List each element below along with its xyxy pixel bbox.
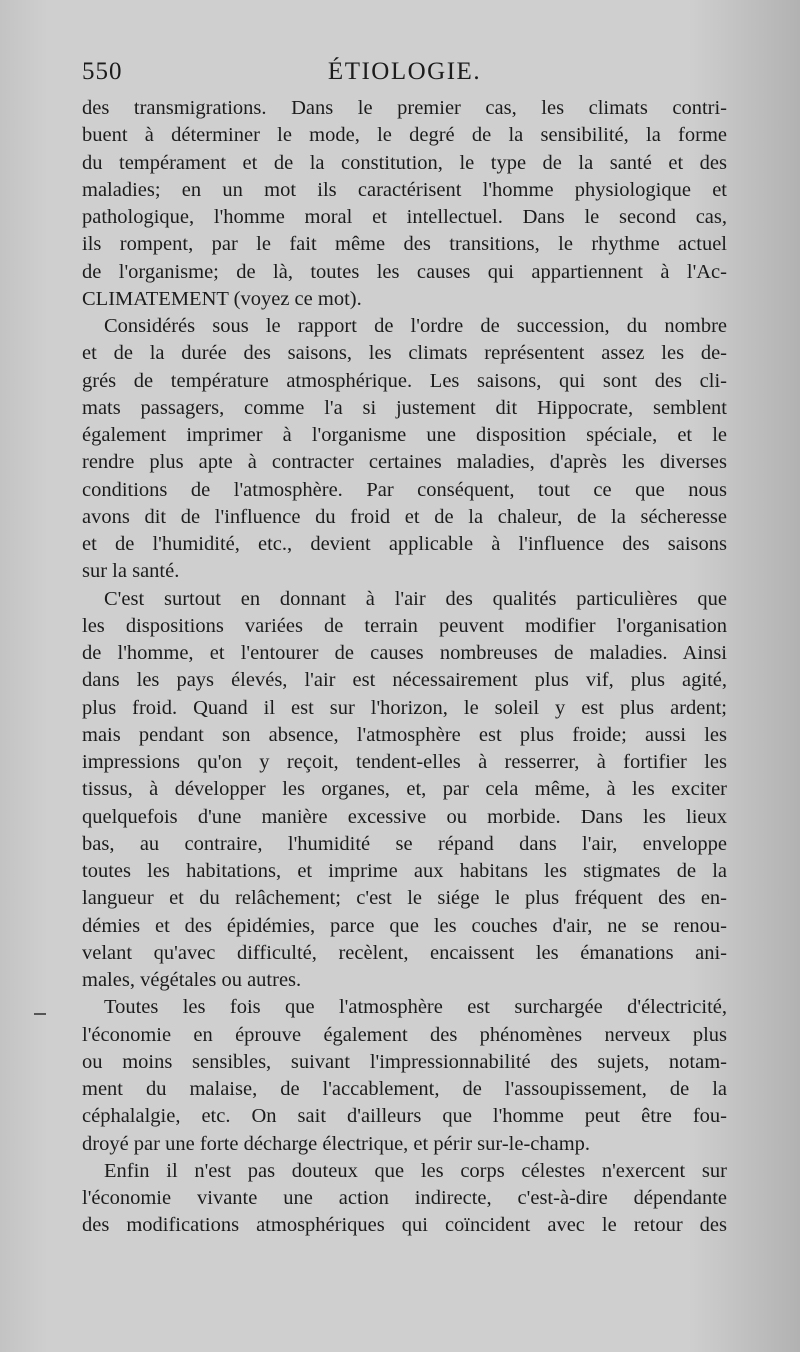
text-line: rendre plus apte à contracter certaines maladies, d'après les diverses: [82, 451, 727, 474]
text-line: mats passagers, comme l'a si justement dit Hippocrate, semblent: [82, 396, 727, 419]
paragraph-4: [82, 994, 727, 1158]
text-line: pathologique, l'homme moral et intellectuel. Dans le second cas,: [82, 206, 727, 228]
text-line: du tempérament et de la constitution, le type de la santé et des: [82, 151, 727, 174]
text-line: des modifications atmosphériques qui coïncident avec le retour des: [82, 1214, 727, 1237]
text-line: ils rompent, par le fait même des transitions, le rhythme actuel: [82, 233, 727, 256]
text-line: buent à déterminer le mode, le degré de la sensibilité, la forme: [82, 124, 727, 147]
paragraph-2: [82, 313, 727, 586]
text-line: mais pendant son absence, l'atmosphère est plus froide; aussi les: [82, 723, 727, 746]
text-line: quelquefois d'une manière excessive ou morbide. Dans les lieux: [82, 805, 727, 828]
text-line: également imprimer à l'organisme une disposition spéciale, et le: [82, 424, 727, 446]
paragraph-3: [82, 586, 727, 995]
text-line: sur la santé.: [82, 560, 180, 583]
text-line: droyé par une forte décharge électrique, et périr sur-le-champ.: [82, 1132, 591, 1155]
text-line: plus froid. Quand il est sur l'horizon, le soleil y est plus ardent;: [82, 696, 727, 719]
text-line: grés de température atmosphérique. Les saisons, qui sont des cli-: [82, 369, 727, 392]
page-number: 550: [82, 58, 123, 85]
text-line: CLIMATEMENT (voyez ce mot).: [82, 287, 362, 310]
text-line: langueur et du relâchement; c'est le siége le plus fréquent des en-: [82, 887, 727, 910]
text-line: avons dit de l'influence du froid et de la chaleur, de la sécheresse: [82, 505, 727, 528]
text-line: l'économie en éprouve également des phénomènes nerveux plus: [82, 1023, 727, 1046]
text-line: Considérés sous le rapport de l'ordre de succession, du nombre: [104, 315, 727, 337]
paragraph-5: [82, 1158, 727, 1240]
text-line: les dispositions variées de terrain peuvent modifier l'organisation: [82, 614, 727, 637]
margin-mark: [34, 1013, 46, 1015]
text-line: et de la durée des saisons, les climats représentent assez les de-: [82, 342, 727, 365]
text-line: des transmigrations. Dans le premier cas, les climats contri-: [82, 97, 727, 119]
text-line: ment du malaise, de l'accablement, de l'assoupissement, de la: [82, 1078, 727, 1100]
text-line: Enfin il n'est pas douteux que les corps célestes n'exercent sur: [104, 1159, 727, 1182]
text-line: tissus, à développer les organes, et, par cela même, à les exciter: [82, 778, 727, 801]
running-title: ÉTIOLOGIE.: [327, 58, 482, 85]
text-line: de l'homme, et l'entourer de causes nombreuses de maladies. Ainsi: [82, 642, 727, 664]
text-line: impressions qu'on y reçoit, tendent-elles à resserrer, à fortifier les: [82, 751, 727, 773]
body-text: [82, 95, 727, 1240]
text-line: conditions de l'atmosphère. Par conséquent, tout ce que nous: [82, 478, 727, 501]
text-line: C'est surtout en donnant à l'air des qualités particulières que: [104, 587, 727, 610]
text-line: céphalalgie, etc. On sait d'ailleurs que l'homme peut être fou-: [82, 1105, 727, 1128]
text-line: démies et des épidémies, parce que les couches d'air, ne se renou-: [82, 914, 727, 937]
paragraph-1: [82, 95, 727, 313]
text-line: Toutes les fois que l'atmosphère est surchargée d'électricité,: [104, 996, 727, 1019]
text-line: de l'organisme; de là, toutes les causes qui appartiennent à l'Ac-: [82, 260, 727, 283]
text-line: ou moins sensibles, suivant l'impressionnabilité des sujets, notam-: [82, 1050, 727, 1073]
text-line: maladies; en un mot ils caractérisent l'homme physiologique et: [82, 178, 727, 201]
running-head: [82, 54, 727, 90]
text-line: l'économie vivante une action indirecte, c'est-à-dire dépendante: [82, 1187, 727, 1209]
text-line: males, végétales ou autres.: [82, 969, 302, 991]
text-line: velant qu'avec difficulté, recèlent, encaissent les émanations ani-: [82, 941, 727, 964]
text-line: et de l'humidité, etc., devient applicable à l'influence des saisons: [82, 533, 727, 555]
text-line: bas, au contraire, l'humidité se répand dans l'air, enveloppe: [82, 832, 727, 855]
text-line: dans les pays élevés, l'air est nécessairement plus vif, plus agité,: [82, 669, 727, 692]
text-line: toutes les habitations, et imprime aux habitans les stigmates de la: [82, 860, 727, 882]
